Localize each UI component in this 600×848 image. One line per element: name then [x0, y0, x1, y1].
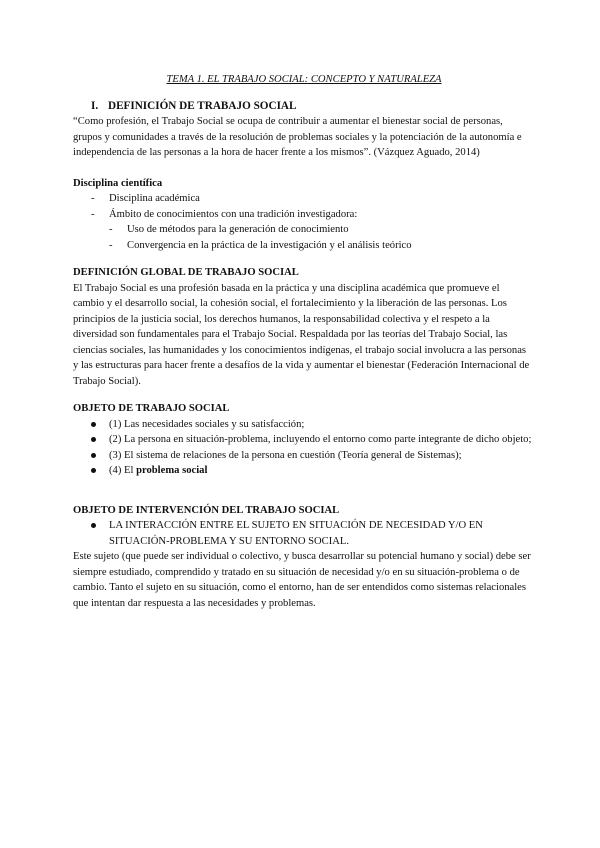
disciplina-heading: Disciplina científica [73, 177, 163, 189]
list-item-text: LA INTERACCIÓN ENTRE EL SUJETO EN SITUACIÓN DE NECESIDAD Y/O EN SITUACIÓN-PROBLEMA Y SU ENTORNO SOCIAL. [109, 520, 483, 547]
dash-marker: - [109, 239, 113, 251]
bullet-icon [91, 422, 96, 427]
list-item-text: (4) El [109, 465, 134, 476]
list-item [73, 432, 533, 448]
spacer [73, 389, 533, 401]
intervencion-list [73, 518, 533, 549]
section-1-number: I. [91, 99, 99, 112]
definicion-global-heading: DEFINICIÓN GLOBAL DE TRABAJO SOCIAL [73, 267, 299, 278]
bullet-icon [91, 437, 96, 442]
page-title: TEMA 1. EL TRABAJO SOCIAL: CONCEPTO Y NATURALEZA [166, 74, 442, 85]
list-item-bold-text: problema social [136, 465, 208, 476]
document-body [73, 72, 533, 611]
spacer [73, 161, 533, 176]
dash-marker: - [91, 208, 95, 220]
list-item [73, 191, 533, 207]
sub-list-item [73, 238, 533, 254]
definicion-global-text: El Trabajo Social es una profesión basada en la práctica y una disciplina académica que promueve el cambio y el desarrollo social, la cohesión social, el fortalecimiento y la liberación de las personas. Los principios de la justicia social, los derechos humanos, la responsabilidad colectiva y el respeto a la diversidad son fundamentales para el Trabajo Social. Respaldada por las teorías del Trabajo Social, las ciencias sociales, las humanidades y los conocimientos indígenas, el trabajo social involucra a las personas y las estructuras para hacer frente a desafíos de la vida y aumentar el bienestar (Federación Internacional de Trabajo Social). [73, 282, 530, 387]
disciplina-list [73, 191, 533, 253]
list-item-text: Disciplina académica [109, 193, 200, 204]
spacer [73, 253, 533, 265]
dash-marker: - [91, 193, 95, 204]
dash-marker: - [109, 224, 113, 235]
list-item-text: (3) El sistema de relaciones de la persona en cuestión (Teoría general de Sistemas); [109, 449, 462, 461]
list-item-text: (1) Las necesidades sociales y su satisfacción; [109, 418, 305, 430]
bullet-icon [91, 453, 96, 458]
bullet-icon [91, 468, 96, 473]
sub-list-item [73, 222, 533, 238]
spacer [73, 479, 533, 503]
intervencion-heading: OBJETO DE INTERVENCIÓN DEL TRABAJO SOCIAL [73, 504, 340, 516]
list-item-text: (2) La persona en situación-problema, incluyendo el entorno como parte integrante de dicho objeto; [109, 434, 532, 445]
disciplina-sublist [73, 222, 533, 253]
list-item [73, 448, 533, 464]
list-item [73, 417, 533, 433]
intervencion-text: Este sujeto (que puede ser individual o colectivo, y busca desarrollar su potencial humano y social) debe ser siempre estudiado, comprendido y tratado en su situación de necesidad y/o en su situación-problema o de cambio. Tanto el sujeto en su situación, como el entorno, han de ser entendidos como sistemas relacionales que intentan dar respuesta a las necesidades y problemas. [73, 551, 531, 609]
sub-list-item-text: Uso de métodos para la generación de conocimiento [127, 224, 349, 235]
objeto-heading: OBJETO DE TRABAJO SOCIAL [73, 403, 230, 414]
definition-quote: “Como profesión, el Trabajo Social se ocupa de contribuir a aumentar el bienestar social de personas, grupos y comunidades a través de la resolución de problemas sociales y la potenciación de la autonomía e independencia de las personas a la hora de hacer frente a los mismos”. (Vázquez Aguado, 2014) [73, 116, 522, 158]
list-item [73, 518, 533, 549]
objeto-list [73, 417, 533, 479]
list-item-text: Ámbito de conocimientos con una tradición investigadora: [109, 208, 358, 220]
section-1-heading-text: DEFINICIÓN DE TRABAJO SOCIAL [108, 99, 297, 112]
sub-list-item-text: Convergencia en la práctica de la investigación y el análisis teórico [127, 239, 412, 251]
list-item [73, 463, 533, 479]
section-1-heading [73, 99, 533, 115]
list-item [73, 207, 533, 254]
bullet-icon [91, 523, 96, 528]
